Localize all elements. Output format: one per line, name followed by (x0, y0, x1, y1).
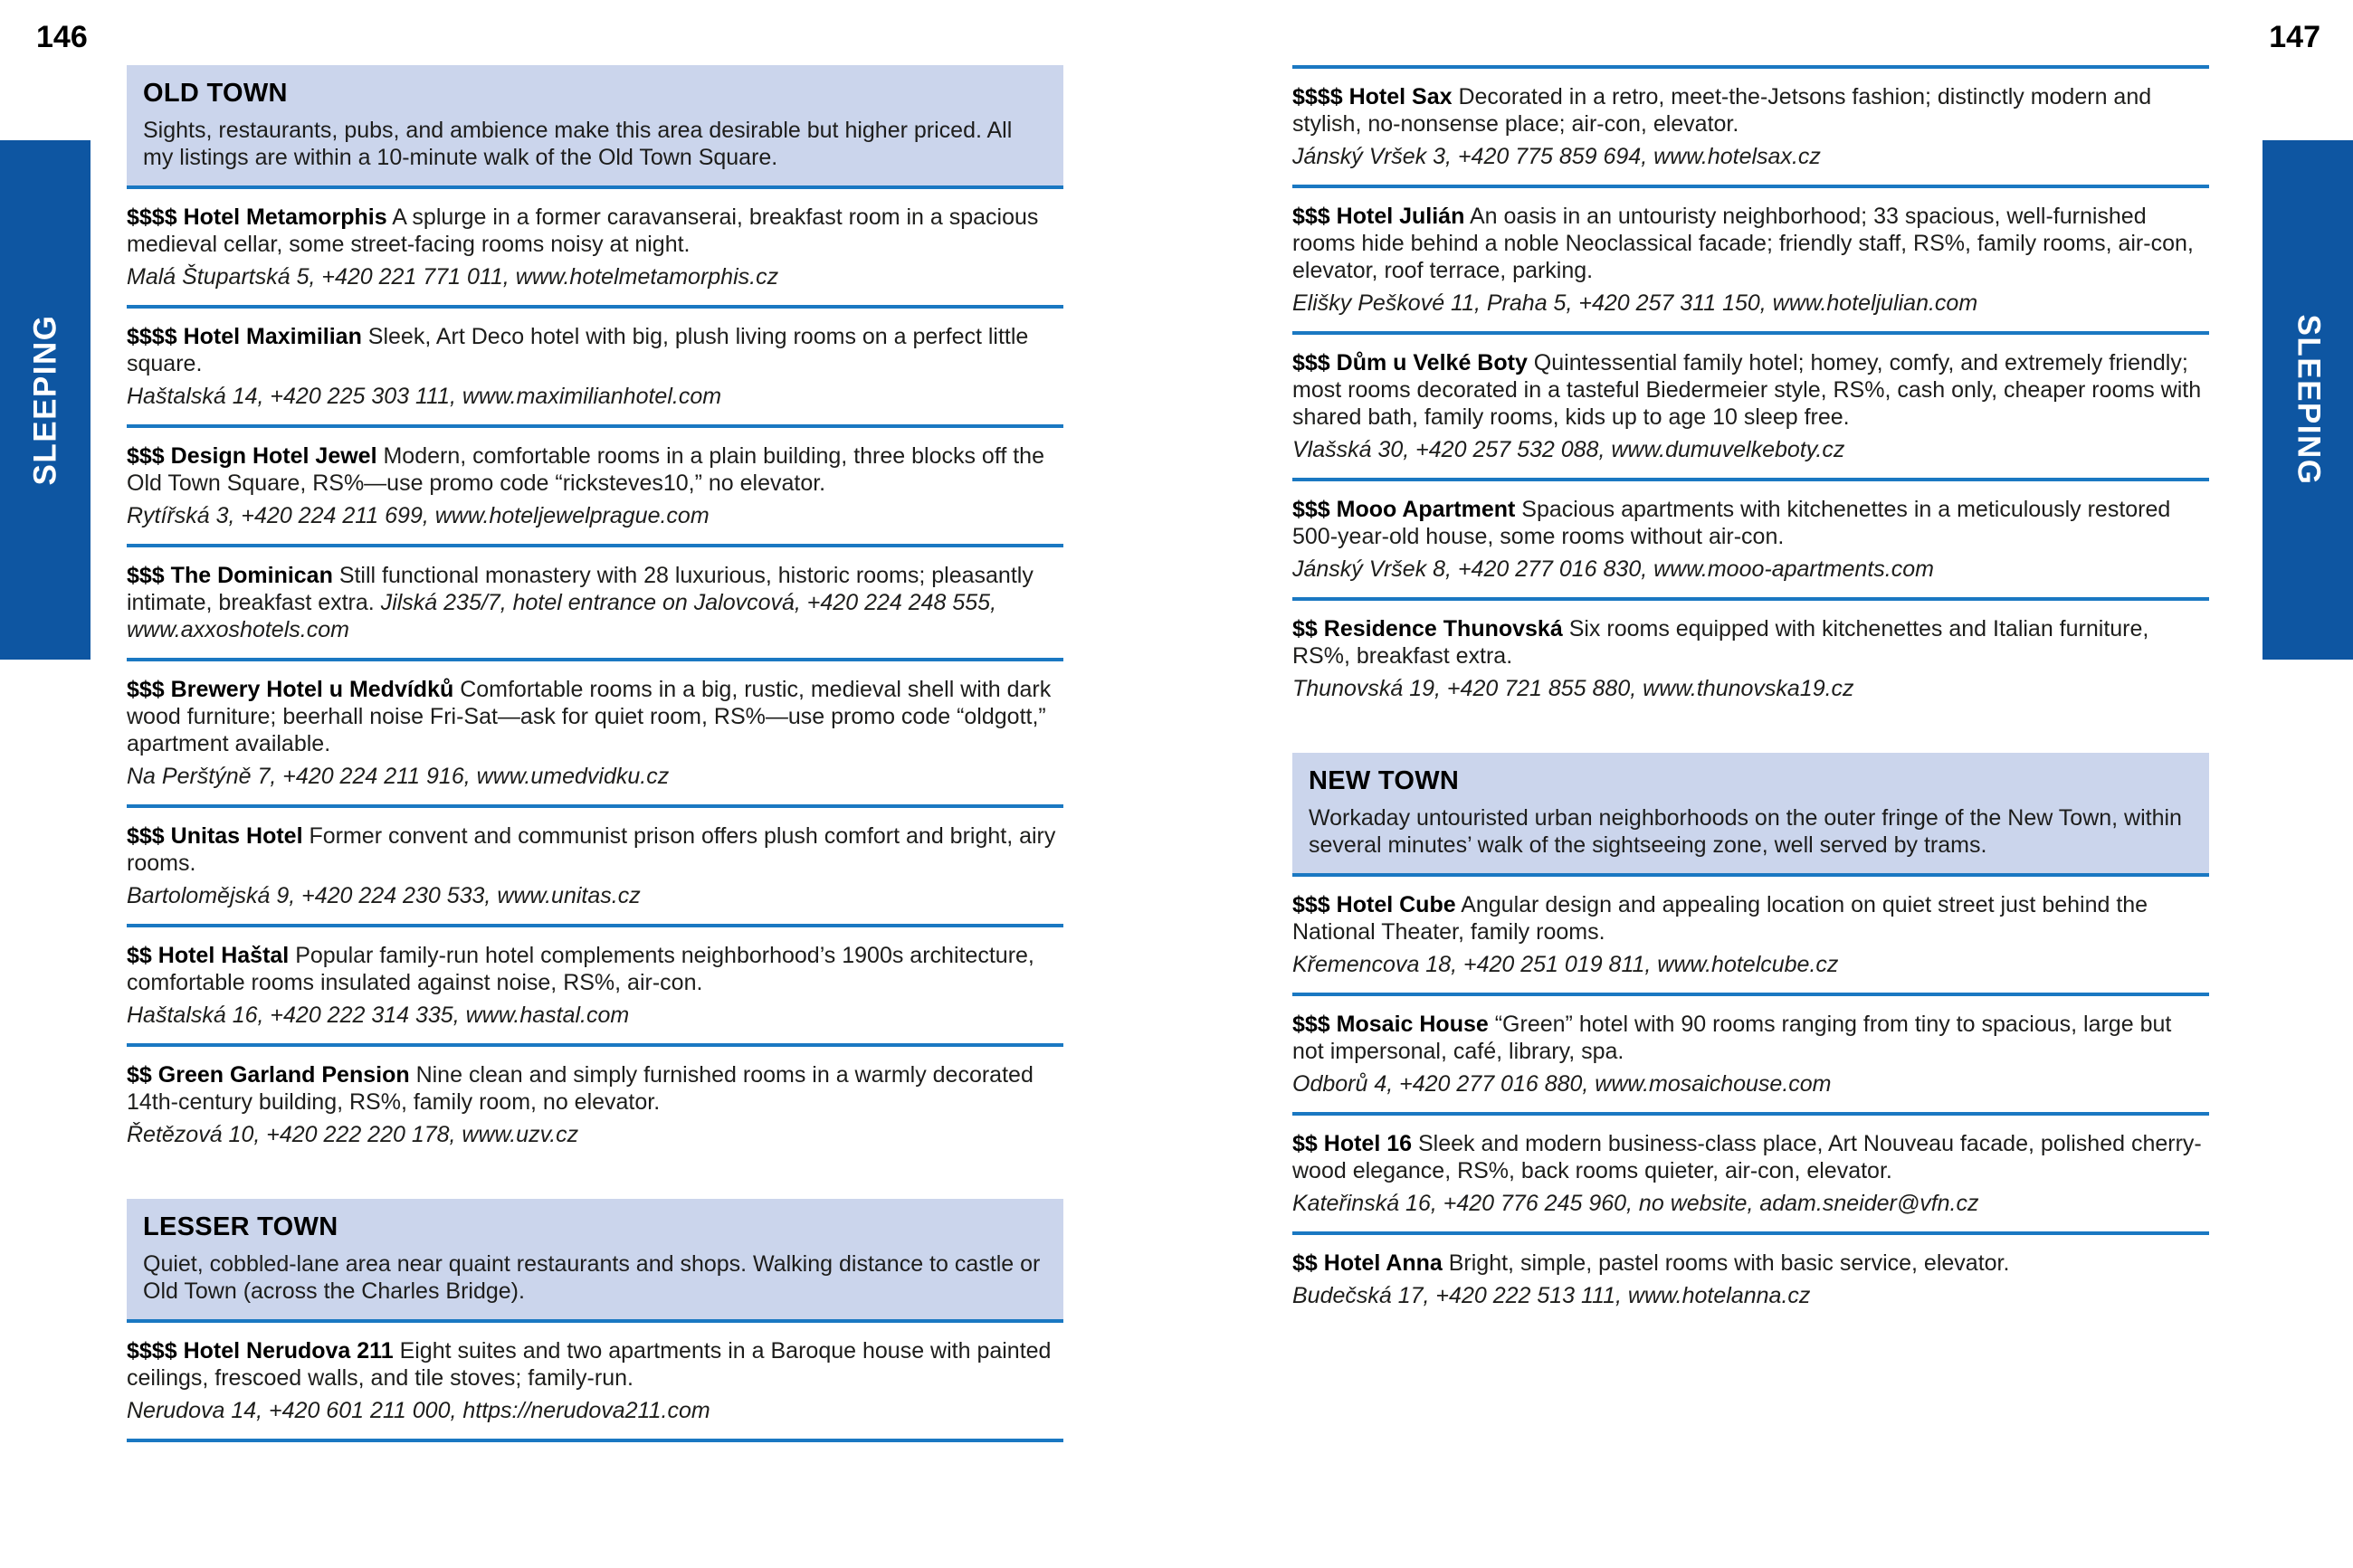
hotel-listing (127, 204, 1063, 290)
divider-line (1292, 1231, 2209, 1235)
hotel-listing (1292, 203, 2209, 317)
hotel-description: Spacious apartments with kitchenettes in a meticulously restored 500-year-old house, some rooms without air-con. (1292, 497, 2171, 549)
divider-line (127, 185, 1063, 189)
price-rating: $$ (127, 1062, 152, 1088)
sleeping-tab-right (2262, 140, 2353, 660)
divider-line (127, 924, 1063, 927)
hotel-listing (1292, 1011, 2209, 1098)
section-title: NEW TOWN (1309, 766, 1460, 795)
divider-line (1292, 1112, 2209, 1116)
hotel-address: Na Perštýně 7, +420 224 211 916, www.umedvidku.cz (127, 764, 670, 789)
hotel-address: Haštalská 16, +420 222 314 335, www.hastal.com (127, 1003, 630, 1028)
hotel-listing (127, 442, 1063, 529)
hotel-name: Hotel Sax (1348, 84, 1453, 109)
hotel-address: Bartolomějská 9, +420 224 230 533, www.unitas.cz (127, 883, 641, 908)
hotel-address: Kateřinská 16, +420 776 245 960, no website, adam.sneider@vfn.cz (1292, 1191, 1979, 1216)
hotel-name: Hotel Julián (1336, 204, 1465, 229)
price-rating: $$ (127, 943, 152, 968)
hotel-description: Sleek, Art Deco hotel with big, plush living rooms on a perfect little square. (127, 324, 1029, 376)
hotel-address: Elišky Peškové 11, Praha 5, +420 257 311 150, www.hoteljulian.com (1292, 290, 1978, 316)
hotel-listing (1292, 1250, 2209, 1309)
hotel-address: Odborů 4, +420 277 016 880, www.mosaichouse.com (1292, 1071, 1832, 1097)
divider-line (127, 1439, 1063, 1442)
hotel-description: Six rooms equipped with kitchenettes and Italian furniture, RS%, breakfast extra. (1292, 616, 2149, 669)
hotel-listing (127, 323, 1063, 410)
hotel-name: Mosaic House (1336, 1012, 1489, 1037)
divider-line (1292, 65, 2209, 69)
price-rating: $$$$ (127, 204, 177, 230)
hotel-listing-text (127, 1061, 1063, 1116)
divider-line (127, 658, 1063, 661)
price-rating: $$$ (1292, 497, 1330, 522)
hotel-name: Hotel Metamorphis (183, 204, 387, 230)
hotel-description: An oasis in an untouristy neighborhood; 33 spacious, well-furnished rooms hide behind a noble Neoclassical facade; friendly staff, RS%, family rooms, air-con, elevator, roof terrace, parking. (1292, 204, 2194, 283)
section-description: Quiet, cobbled-lane area near quaint restaurants and shops. Walking distance to castle or Old Town (across the Charles Bridge). (143, 1251, 1041, 1304)
sleeping-tab-left (0, 140, 90, 660)
hotel-name: Hotel Cube (1336, 892, 1456, 917)
hotel-listing-text (1292, 496, 2209, 550)
hotel-description: Decorated in a retro, meet-the-Jetsons fashion; distinctly modern and stylish, no-nonsense place; air-con, elevator. (1292, 84, 2152, 137)
price-rating: $$$$ (1292, 84, 1343, 109)
page-number-left: 146 (36, 20, 88, 54)
divider-line (1292, 185, 2209, 188)
price-rating: $$$ (1292, 892, 1330, 917)
left-column (127, 65, 1063, 1457)
section-header (1292, 753, 2209, 873)
price-rating: $$$$ (127, 1338, 177, 1364)
hotel-name: Brewery Hotel u Medvídků (170, 677, 454, 702)
page-number-right: 147 (2269, 20, 2320, 54)
hotel-name: Unitas Hotel (170, 823, 303, 849)
hotel-description: Bright, simple, pastel rooms with basic service, elevator. (1448, 1250, 2010, 1276)
price-rating: $$$ (127, 563, 165, 588)
section-title: LESSER TOWN (143, 1212, 338, 1241)
hotel-address: Křemencova 18, +420 251 019 811, www.hotelcube.cz (1292, 952, 1839, 977)
hotel-address: Budečská 17, +420 222 513 111, www.hotelanna.cz (1292, 1283, 1811, 1308)
divider-line (1292, 873, 2209, 877)
hotel-address: Jilská 235/7, hotel entrance on Jalovcová, +420 224 248 555, www.axxoshotels.com (127, 590, 997, 642)
hotel-address: Thunovská 19, +420 721 855 880, www.thunovska19.cz (1292, 676, 1854, 701)
hotel-listing-text (127, 204, 1063, 258)
hotel-listing-text (1292, 83, 2209, 138)
hotel-name: Hotel Nerudova 211 (183, 1338, 394, 1364)
price-rating: $$$ (127, 823, 165, 849)
hotel-listing-text (1292, 1250, 2209, 1277)
hotel-address: Haštalská 14, +420 225 303 111, www.maximilianhotel.com (127, 384, 722, 409)
hotel-listing-text (1292, 349, 2209, 431)
hotel-address: Malá Štupartská 5, +420 221 771 011, www.hotelmetamorphis.cz (127, 264, 779, 290)
hotel-listing-text (127, 676, 1063, 757)
divider-line (127, 305, 1063, 309)
divider-line (1292, 478, 2209, 481)
hotel-address: Vlašská 30, +420 257 532 088, www.dumuvelkeboty.cz (1292, 437, 1845, 462)
hotel-description: Sleek and modern business-class place, Art Nouveau facade, polished cherry-wood elegance, RS%, back rooms quieter, air-con, elevator. (1292, 1131, 2202, 1183)
hotel-name: Design Hotel Jewel (170, 443, 377, 469)
hotel-address: Jánský Vršek 3, +420 775 859 694, www.hotelsax.cz (1292, 144, 1821, 169)
hotel-listing (1292, 1130, 2209, 1217)
hotel-listing-text (127, 442, 1063, 497)
divider-line (127, 1043, 1063, 1047)
price-rating: $$$ (127, 677, 165, 702)
price-rating: $$ (1292, 616, 1318, 641)
hotel-address: Rytířská 3, +420 224 211 699, www.hoteljewelprague.com (127, 503, 710, 528)
hotel-listing-text (1292, 1130, 2209, 1184)
divider-line (127, 804, 1063, 808)
hotel-name: Mooo Apartment (1336, 497, 1516, 522)
hotel-listing-text (127, 562, 1063, 643)
hotel-listing-text (1292, 615, 2209, 670)
hotel-listing (127, 942, 1063, 1029)
price-rating: $$$ (1292, 350, 1330, 375)
hotel-address: Jánský Vršek 8, +420 277 016 830, www.mooo-apartments.com (1292, 556, 1934, 582)
hotel-address: Nerudova 14, +420 601 211 000, https://nerudova211.com (127, 1398, 710, 1423)
divider-line (127, 544, 1063, 547)
price-rating: $$ (1292, 1131, 1318, 1156)
hotel-listing (127, 1337, 1063, 1424)
hotel-description: Modern, comfortable rooms in a plain building, three blocks off the Old Town Square, RS%—use promo code “ricksteves10,” no elevator. (127, 443, 1044, 496)
hotel-listing-text (127, 942, 1063, 996)
divider-line (127, 424, 1063, 428)
price-rating: $$$$ (127, 324, 177, 349)
hotel-listing (1292, 83, 2209, 170)
hotel-listing (127, 562, 1063, 643)
hotel-listing-text (127, 323, 1063, 377)
divider-line (1292, 993, 2209, 996)
divider-line (1292, 331, 2209, 335)
hotel-description: Eight suites and two apartments in a Baroque house with painted ceilings, frescoed walls, and tile stoves; family-run. (127, 1338, 1052, 1391)
hotel-name: Green Garland Pension (157, 1062, 410, 1088)
hotel-listing (1292, 615, 2209, 702)
hotel-description: Former convent and communist prison offers plush comfort and bright, airy rooms. (127, 823, 1056, 876)
price-rating: $$ (1292, 1250, 1318, 1276)
right-column (1292, 65, 2209, 1309)
price-rating: $$$ (127, 443, 165, 469)
divider-line (127, 1319, 1063, 1323)
hotel-name: Hotel Haštal (157, 943, 290, 968)
hotel-description: “Green” hotel with 90 rooms ranging from tiny to spacious, large but not impersonal, café, library, spa. (1292, 1012, 2172, 1064)
hotel-description: Nine clean and simply furnished rooms in a warmly decorated 14th-century building, RS%, family room, no elevator. (127, 1062, 1034, 1115)
hotel-listing-text (1292, 203, 2209, 284)
hotel-name: Dům u Velké Boty (1336, 350, 1528, 375)
hotel-listing (1292, 891, 2209, 978)
hotel-listing (127, 822, 1063, 909)
hotel-listing-text (1292, 1011, 2209, 1065)
hotel-listing-text (127, 1337, 1063, 1392)
price-rating: $$$ (1292, 1012, 1330, 1037)
hotel-name: Hotel Maximilian (183, 324, 362, 349)
sleeping-tab-label: SLEEPING (27, 314, 63, 486)
hotel-listing (1292, 349, 2209, 463)
hotel-description: Still functional monastery with 28 luxurious, historic rooms; pleasantly intimate, breakfast extra. (127, 563, 1034, 615)
sleeping-tab-label: SLEEPING (2291, 314, 2327, 486)
section-description: Sights, restaurants, pubs, and ambience make this area desirable but higher priced. All my listings are within a 10-minute walk of the Old Town Square. (143, 118, 1013, 170)
section-header (127, 1199, 1063, 1319)
hotel-name: Hotel Anna (1323, 1250, 1443, 1276)
hotel-description: Angular design and appealing location on quiet street just behind the National Theater, family rooms. (1292, 892, 2148, 945)
hotel-listing-text (127, 822, 1063, 877)
hotel-description: Popular family-run hotel complements neighborhood’s 1900s architecture, comfortable rooms insulated against noise, RS%, air-con. (127, 943, 1034, 995)
divider-line (1292, 597, 2209, 601)
hotel-description: Comfortable rooms in a big, rustic, medieval shell with dark wood furniture; beerhall noise Fri-Sat—ask for quiet room, RS%—use promo code “oldgott,” apartment available. (127, 677, 1052, 756)
hotel-description: A splurge in a former caravanserai, breakfast room in a spacious medieval cellar, some street-facing rooms noisy at night. (127, 204, 1039, 257)
hotel-listing (1292, 496, 2209, 583)
hotel-name: Hotel 16 (1323, 1131, 1413, 1156)
hotel-listing (127, 676, 1063, 790)
hotel-listing (127, 1061, 1063, 1148)
section-description: Workaday untouristed urban neighborhoods on the outer fringe of the New Town, within several minutes’ walk of the sightseeing zone, well served by trams. (1309, 805, 2182, 858)
section-header (127, 65, 1063, 185)
hotel-listing-text (1292, 891, 2209, 946)
hotel-name: Residence Thunovská (1323, 616, 1563, 641)
hotel-description: Quintessential family hotel; homey, comfy, and extremely friendly; most rooms decorated in a tasteful Biedermeier style, RS%, cash only, cheaper rooms with shared bath, family rooms, kids up to age 10 sleep free. (1292, 350, 2202, 430)
price-rating: $$$ (1292, 204, 1330, 229)
section-title: OLD TOWN (143, 79, 288, 108)
hotel-name: The Dominican (170, 563, 333, 588)
hotel-address: Řetězová 10, +420 222 220 178, www.uzv.cz (127, 1122, 579, 1147)
